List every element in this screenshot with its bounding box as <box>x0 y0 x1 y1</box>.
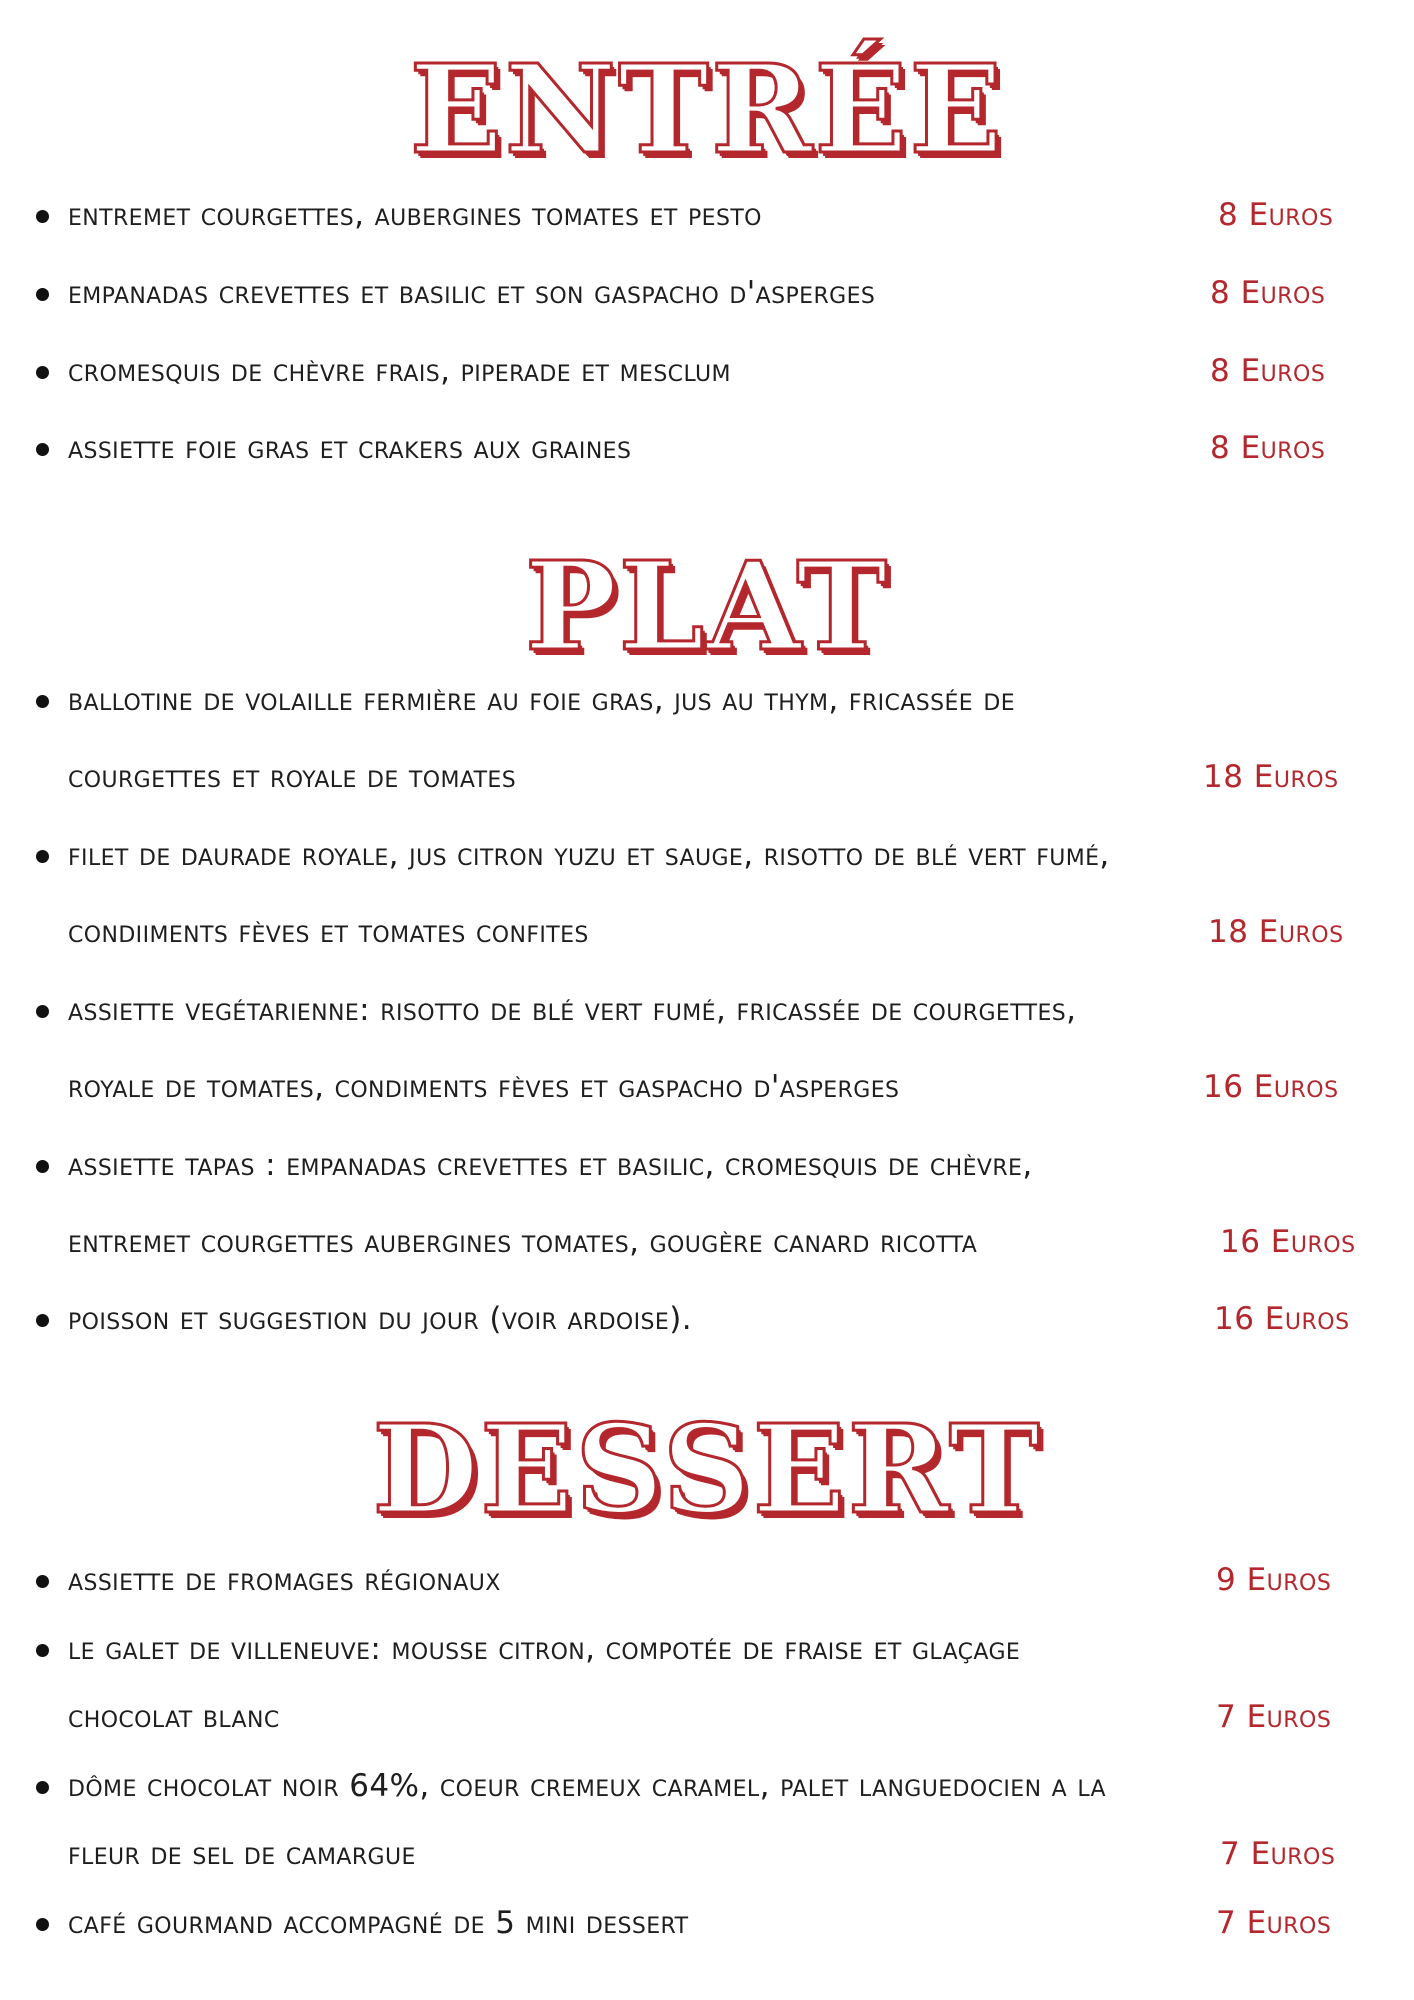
item-text: filet de daurade royale, jus citron yuzu et sauge, risotto de blé vert fumé, <box>68 837 1110 873</box>
item-text: ballotine de volaille fermière au foie gras, jus au thym, fricassée de <box>68 682 1015 718</box>
item-price: 7 Euros <box>1216 1905 1332 1941</box>
section-title-entree: ENTRÉE <box>409 37 1005 181</box>
item-text: assiette tapas : empanadas crevettes et basilic, cromesquis de chèvre, <box>68 1147 1033 1183</box>
bullet-icon <box>36 1781 49 1794</box>
bullet-icon <box>36 443 49 456</box>
bullet-icon <box>36 1005 49 1018</box>
item-text: entremet courgettes aubergines tomates, gougère canard ricotta <box>68 1224 978 1260</box>
bullet-icon <box>36 1644 49 1657</box>
item-price: 9 Euros <box>1216 1562 1332 1598</box>
item-text: cromesquis de chèvre frais, piperade et mesclum <box>68 353 731 389</box>
item-text: empanadas crevettes et basilic et son gaspacho d'asperges <box>68 275 876 311</box>
item-price: 16 Euros <box>1203 1069 1339 1105</box>
item-text: poisson et suggestion du jour (voir ardoise). <box>68 1301 692 1337</box>
bullet-icon <box>36 366 49 379</box>
item-price: 8 Euros <box>1210 353 1326 389</box>
item-price: 7 Euros <box>1216 1699 1332 1735</box>
item-text: courgettes et royale de tomates <box>68 759 517 795</box>
item-text: le galet de villeneuve: mousse citron, compotée de fraise et glaçage <box>68 1631 1021 1667</box>
item-price: 18 Euros <box>1203 759 1339 795</box>
item-price: 7 Euros <box>1220 1836 1336 1872</box>
item-text: entremet courgettes, aubergines tomates et pesto <box>68 197 762 233</box>
item-text: café gourmand accompagné de 5 mini dessert <box>68 1905 689 1941</box>
item-price: 16 Euros <box>1220 1224 1356 1260</box>
item-text: chocolat blanc <box>68 1699 280 1735</box>
bullet-icon <box>36 1160 49 1173</box>
bullet-icon <box>36 850 49 863</box>
bullet-icon <box>36 1314 49 1327</box>
item-text: assiette foie gras et crakers aux graines <box>68 430 632 466</box>
section-title-dessert: DESSERT <box>372 1397 1042 1541</box>
item-text: fleur de sel de camargue <box>68 1836 416 1872</box>
bullet-icon <box>36 1918 49 1931</box>
item-price: 16 Euros <box>1214 1301 1350 1337</box>
section-title-plat: PLAT <box>524 534 890 678</box>
bullet-icon <box>36 1575 49 1588</box>
item-text: assiette de fromages régionaux <box>68 1562 501 1598</box>
item-text: royale de tomates, condiments fèves et gaspacho d'asperges <box>68 1069 900 1105</box>
item-price: 8 Euros <box>1210 275 1326 311</box>
item-price: 18 Euros <box>1208 914 1344 950</box>
item-price: 8 Euros <box>1210 430 1326 466</box>
item-price: 8 Euros <box>1218 197 1334 233</box>
item-text: condiiments fèves et tomates confites <box>68 914 589 950</box>
bullet-icon <box>36 288 49 301</box>
item-text: dôme chocolat noir 64%, coeur cremeux caramel, palet languedocien a la <box>68 1768 1106 1804</box>
bullet-icon <box>36 695 49 708</box>
bullet-icon <box>36 210 49 223</box>
item-text: assiette vegétarienne: risotto de blé vert fumé, fricassée de courgettes, <box>68 992 1077 1028</box>
